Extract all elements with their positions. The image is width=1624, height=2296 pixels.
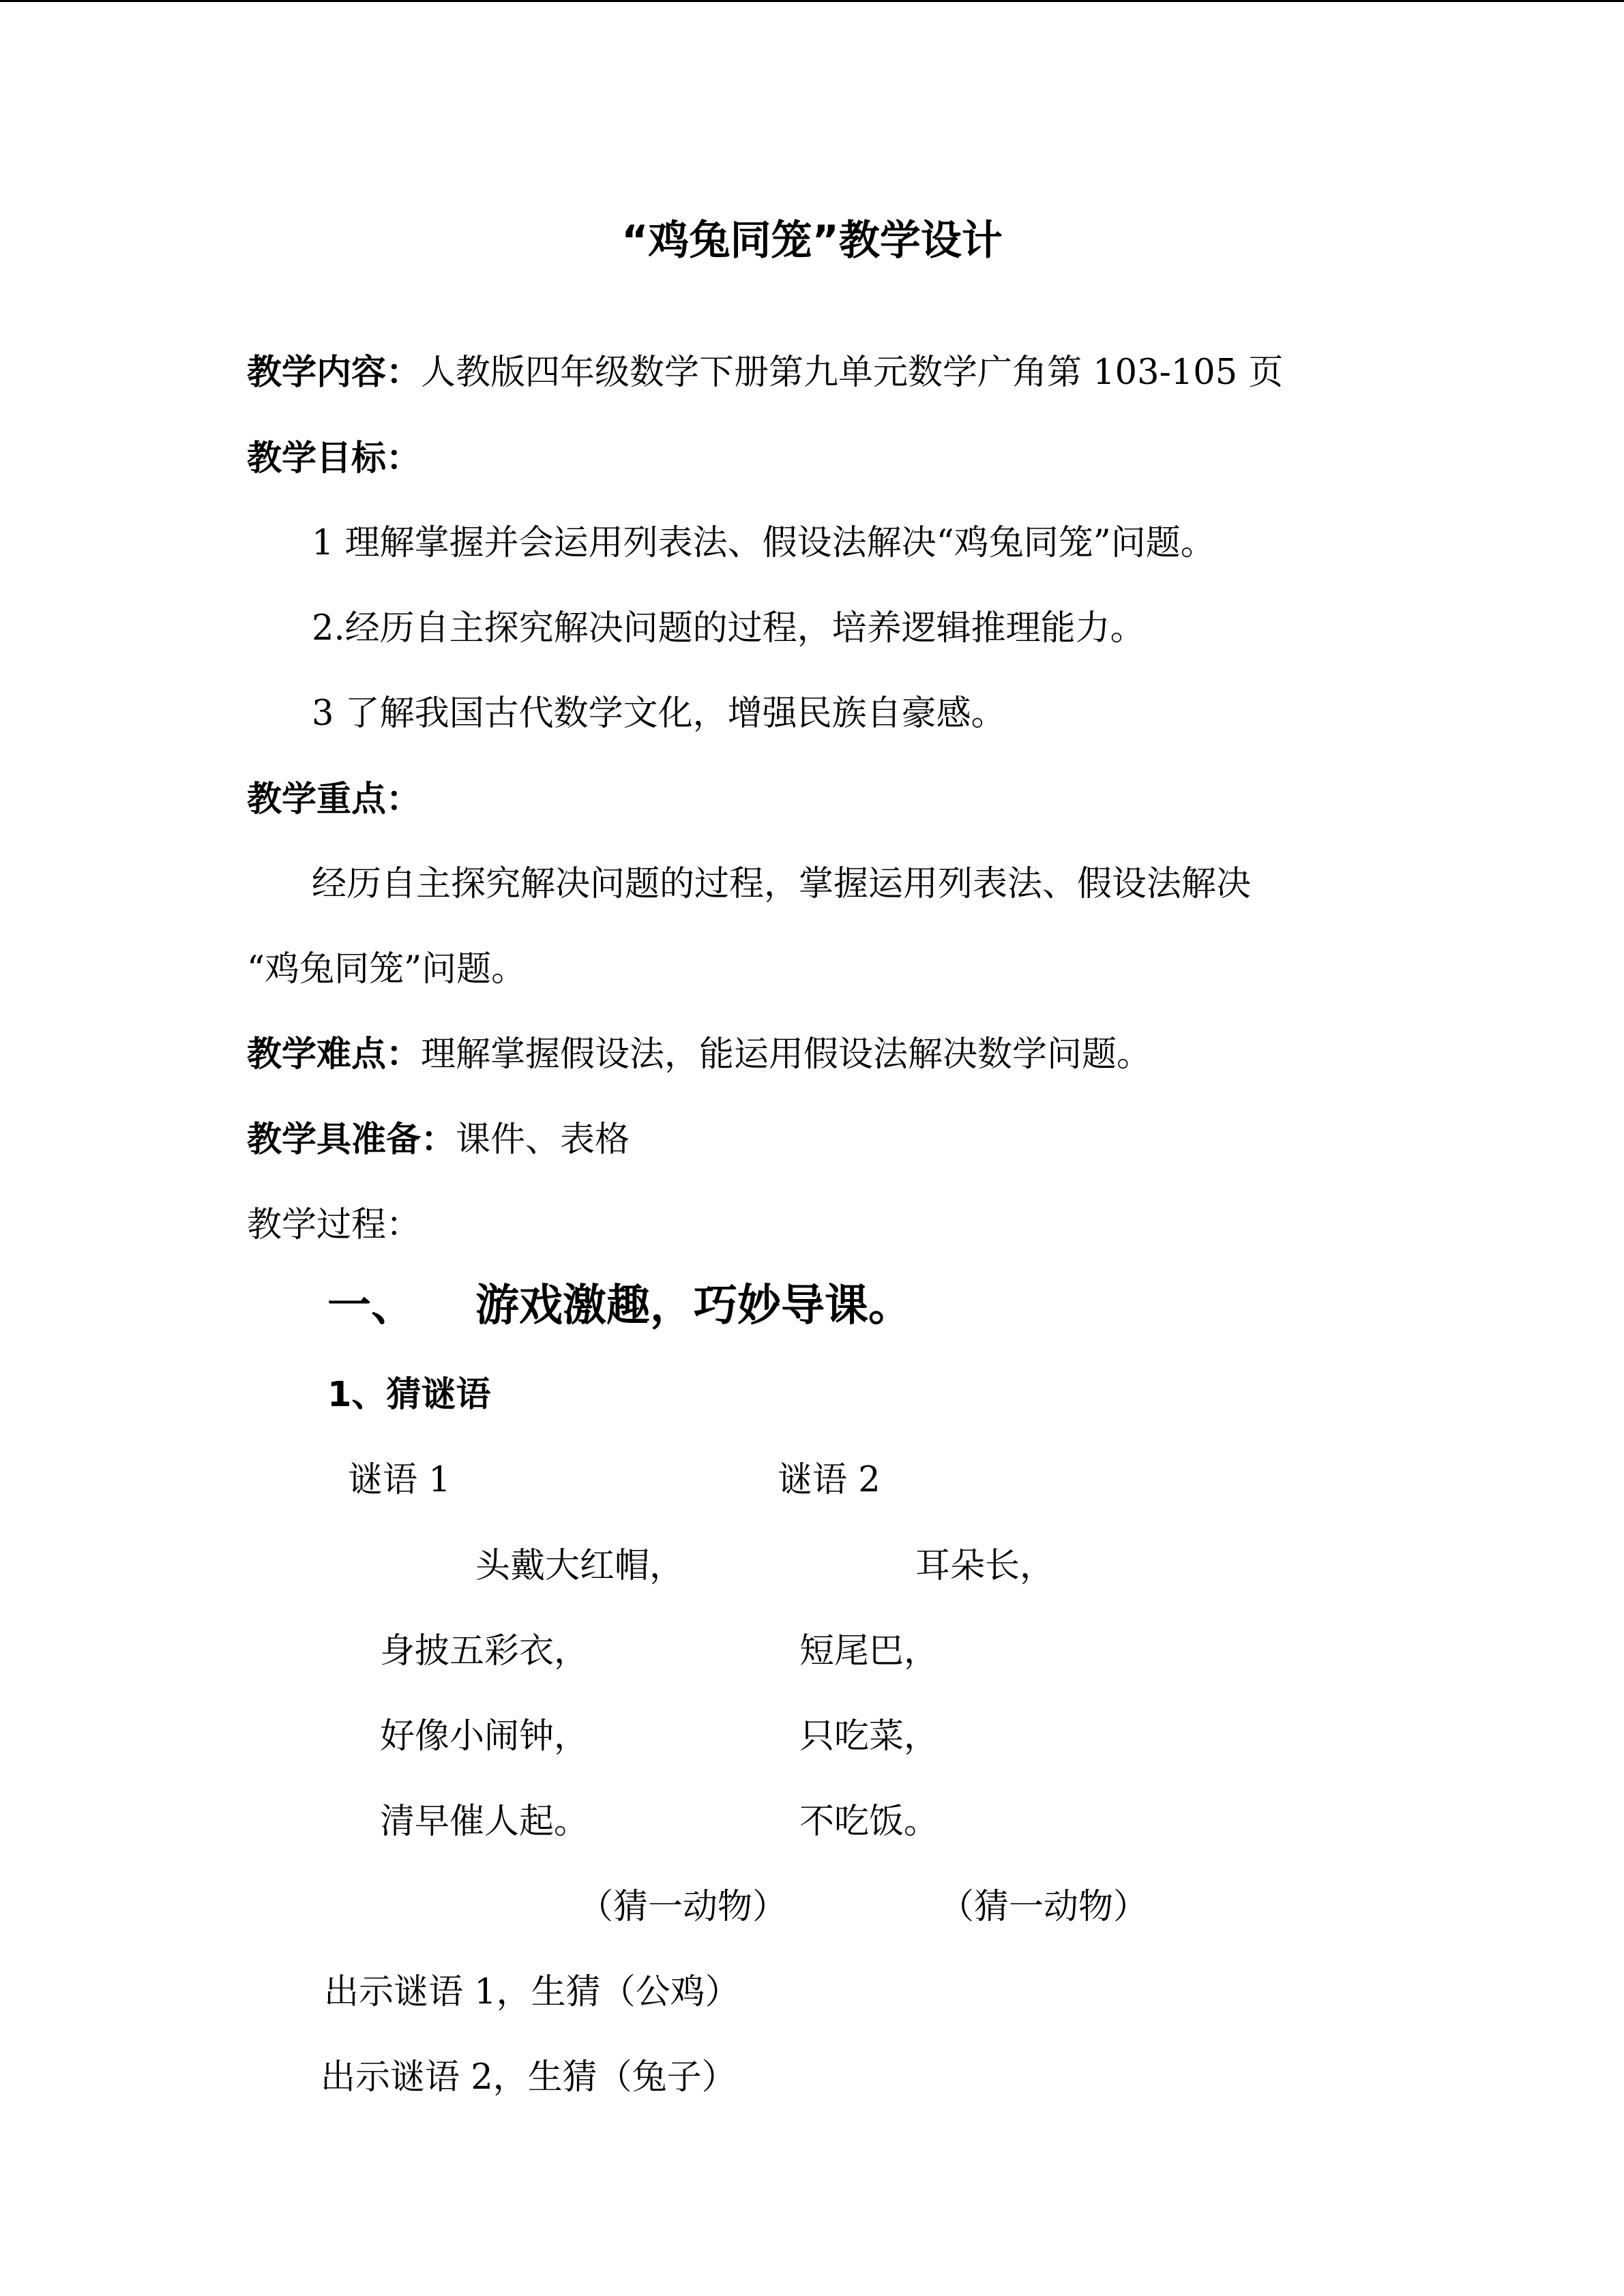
materials-text: 课件、表格 [456,1120,630,1160]
riddle-2-line-3: 只吃菜， [799,1716,939,1757]
content-label: 教学内容： [247,353,422,393]
section-1-number: 一、 [327,1281,415,1331]
riddle-2-line-2: 短尾巴， [799,1631,939,1671]
riddle-1-line-4: 清早催人起。 [380,1802,589,1842]
riddle-1-hint: （猜一动物） [578,1887,788,1927]
riddle-1-label: 谜语 1 [348,1460,451,1500]
section-1-title: 游戏激趣，巧妙导课。 [475,1281,912,1331]
objective-item-3: 3 了解我国古代数学文化，增强民族自豪感。 [312,694,1006,734]
difficulty-line [247,1034,1152,1075]
key-points-line-1: 经历自主探究解决问题的过程，掌握运用列表法、假设法解决 [312,864,1252,904]
objective-item-2: 2.经历自主探究解决问题的过程，培养逻辑推理能力。 [312,608,1145,648]
answer-line-1: 出示谜语 1，生猜（公鸡） [324,1972,740,2012]
riddle-2-hint: （猜一动物） [939,1887,1149,1927]
riddle-1-line-1: 头戴大红帽， [475,1546,685,1586]
riddle-1-line-3: 好像小闹钟， [380,1716,589,1757]
key-points-line-2: “鸡兔同笼”问题。 [247,949,527,989]
process-label: 教学过程： [247,1205,422,1245]
riddle-2-label: 谜语 2 [778,1460,881,1500]
content-line [247,353,1284,393]
materials-label: 教学具准备： [247,1120,456,1160]
difficulty-text: 理解掌握假设法，能运用假设法解决数学问题。 [421,1034,1152,1075]
riddle-2-line-4: 不吃饭。 [799,1802,939,1842]
riddle-2-line-1: 耳朵长， [915,1546,1055,1586]
riddle-1-line-2: 身披五彩衣， [380,1631,589,1671]
difficulty-label: 教学难点： [247,1034,422,1075]
materials-line [247,1120,630,1160]
answer-line-2: 出示谜语 2，生猜（兔子） [321,2057,737,2098]
content-text: 人教版四年级数学下册第九单元数学广角第 103-105 页 [421,353,1284,393]
objectives-label: 教学目标： [247,438,422,479]
subsection-1-title: 1、猜谜语 [327,1375,491,1415]
page-title: “鸡兔同笼”教学设计 [621,217,1003,265]
key-points-label: 教学重点： [247,779,422,820]
objective-item-1: 1 理解掌握并会运用列表法、假设法解决“鸡兔同笼”问题。 [312,523,1215,563]
